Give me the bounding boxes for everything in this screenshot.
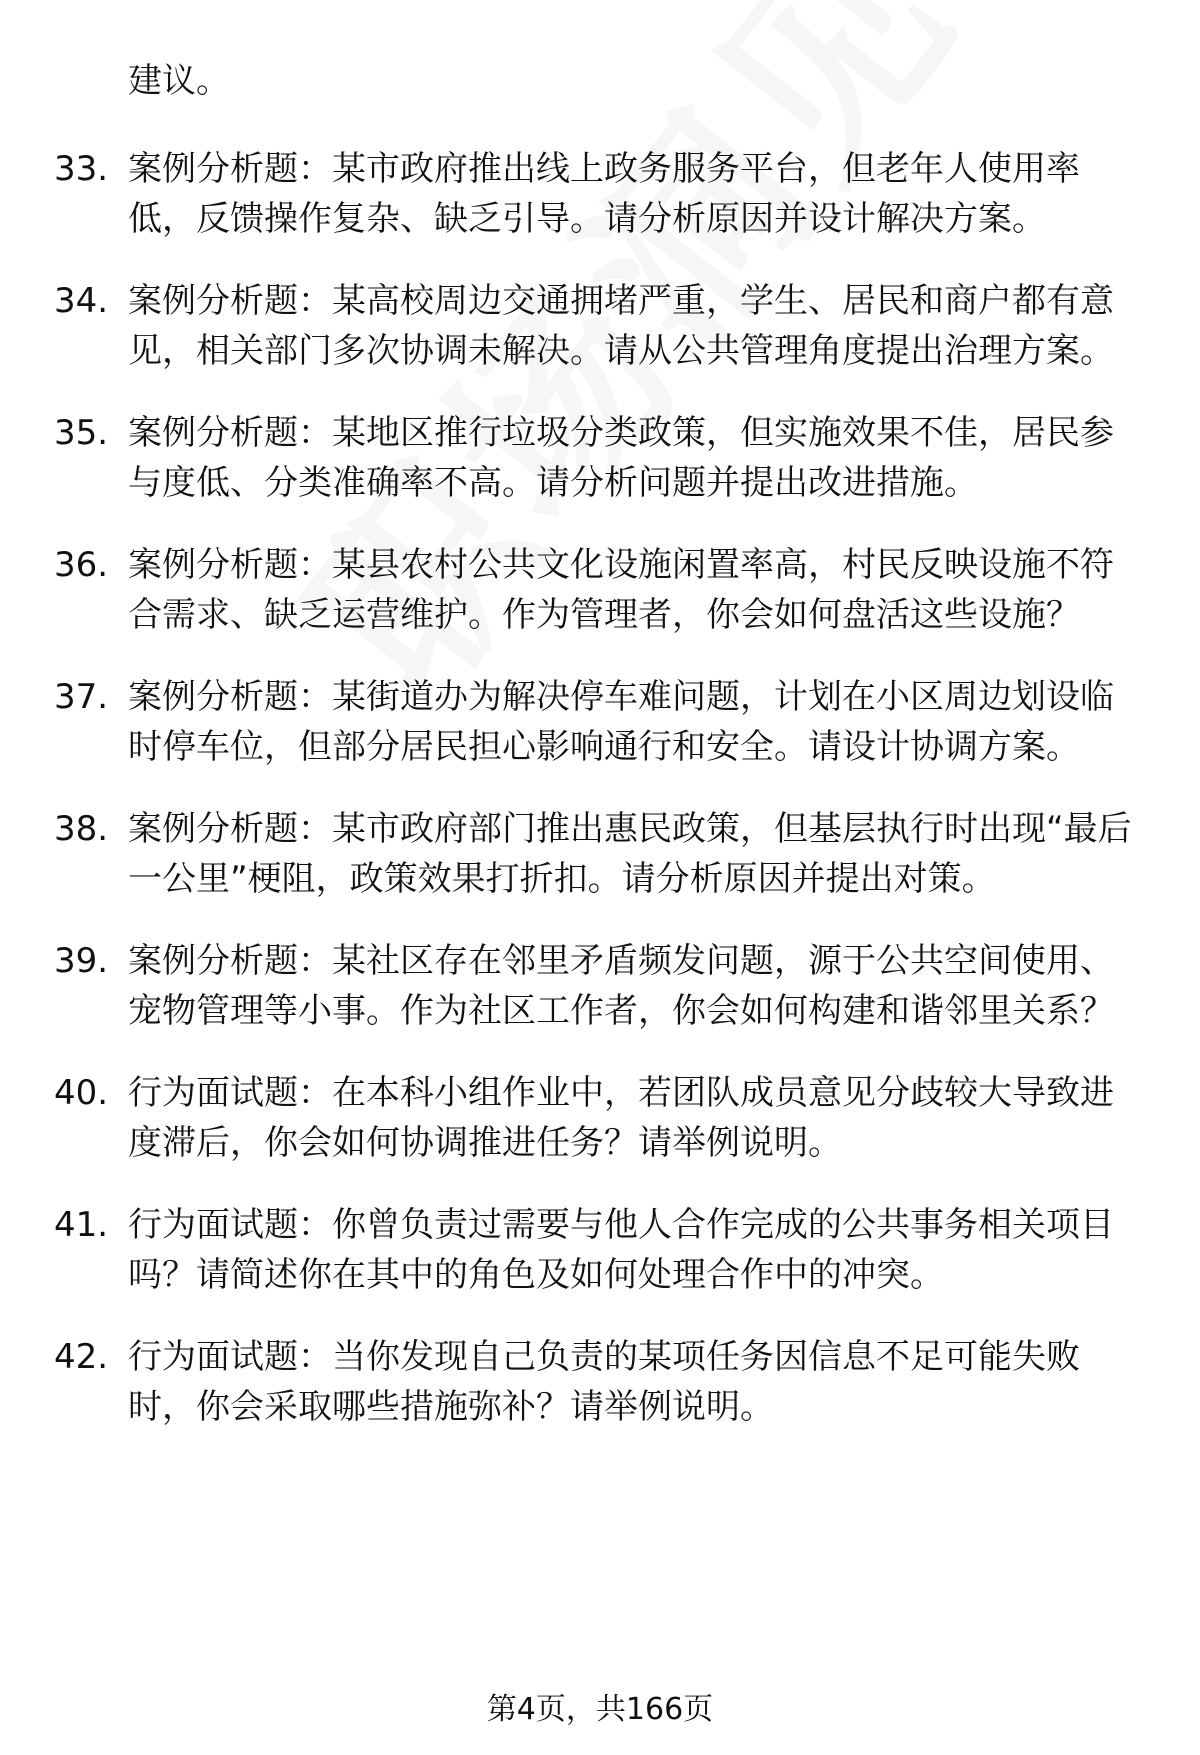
question-number: 41. <box>54 1205 109 1245</box>
question-number: 38. <box>54 809 109 849</box>
question-item <box>0 936 1200 1036</box>
page-footer: 第4页，共166页 <box>486 1692 714 1727</box>
question-item <box>0 540 1200 640</box>
question-item <box>0 144 1200 244</box>
question-text: 案例分析题：某街道办为解决停车难问题，计划在小区周边划设临时停车位，但部分居民担心影响通行和安全。请设计协调方案。 <box>128 677 1114 767</box>
question-text: 案例分析题：某市政府部门推出惠民政策，但基层执行时出现“最后一公里”梗阻，政策效果打折扣。请分析原因并提出对策。 <box>128 809 1132 899</box>
question-item <box>0 672 1200 772</box>
question-number: 42. <box>54 1337 109 1377</box>
question-number: 39. <box>54 941 109 981</box>
question-item <box>0 408 1200 508</box>
question-text: 行为面试题：在本科小组作业中，若团队成员意见分歧较大导致进度滞后，你会如何协调推进任务？请举例说明。 <box>128 1073 1114 1163</box>
question-text: 案例分析题：某高校周边交通拥堵严重，学生、居民和商户都有意见，相关部门多次协调未解决。请从公共管理角度提出治理方案。 <box>128 281 1114 371</box>
question-item <box>0 1332 1200 1432</box>
continuation-text: 建议。 <box>128 61 230 101</box>
question-item <box>0 276 1200 376</box>
question-text: 案例分析题：某县农村公共文化设施闲置率高，村民反映设施不符合需求、缺乏运营维护。作为管理者，你会如何盘活这些设施？ <box>128 545 1114 635</box>
question-text: 案例分析题：某地区推行垃圾分类政策，但实施效果不佳，居民参与度低、分类准确率不高。请分析问题并提出改进措施。 <box>128 413 1114 503</box>
question-item <box>0 1068 1200 1168</box>
question-number: 34. <box>54 281 109 321</box>
question-number: 37. <box>54 677 109 717</box>
question-list <box>0 144 1200 1464</box>
question-text: 案例分析题：某社区存在邻里矛盾频发问题，源于公共空间使用、宠物管理等小事。作为社区工作者，你会如何构建和谐邻里关系？ <box>128 941 1114 1031</box>
question-item <box>0 1200 1200 1300</box>
question-text: 行为面试题：你曾负责过需要与他人合作完成的公共事务相关项目吗？请简述你在其中的角色及如何处理合作中的冲突。 <box>128 1205 1114 1295</box>
question-number: 40. <box>54 1073 109 1113</box>
question-number: 33. <box>54 149 109 189</box>
question-text: 行为面试题：当你发现自己负责的某项任务因信息不足可能失败时，你会采取哪些措施弥补？请举例说明。 <box>128 1337 1080 1427</box>
question-number: 36. <box>54 545 109 585</box>
question-text: 案例分析题：某市政府推出线上政务服务平台，但老年人使用率低，反馈操作复杂、缺乏引导。请分析原因并设计解决方案。 <box>128 149 1080 239</box>
question-item <box>0 804 1200 904</box>
question-number: 35. <box>54 413 109 453</box>
